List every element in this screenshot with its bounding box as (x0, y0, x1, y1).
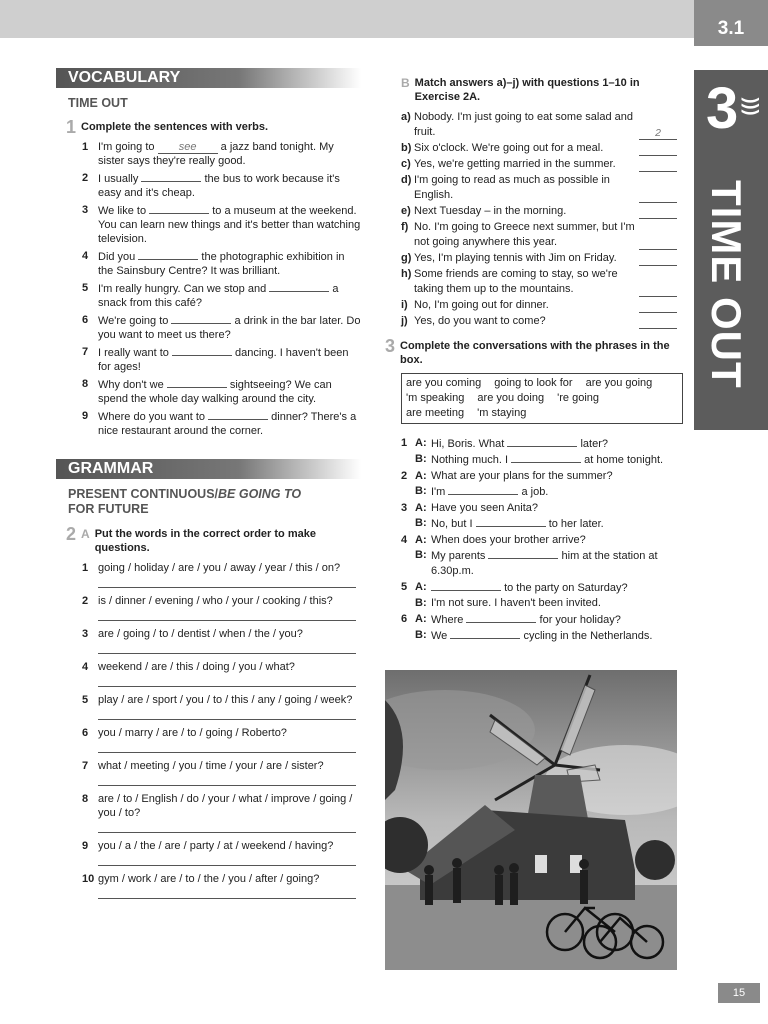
answer-blank[interactable] (448, 484, 518, 495)
item-number: 6 (82, 314, 89, 326)
list-item (401, 141, 677, 156)
answer-blank[interactable] (208, 409, 268, 420)
top-bar (0, 0, 700, 38)
answer-blank[interactable] (507, 436, 577, 447)
conversation-line (401, 516, 677, 532)
subheading-italic: BE GOING TO (218, 487, 302, 501)
phrase: are meeting (406, 407, 465, 419)
list-item (82, 313, 361, 342)
item-row (82, 660, 361, 674)
conversation (401, 501, 677, 532)
answer-blank[interactable] (639, 300, 677, 313)
item-number: 4 (82, 250, 89, 262)
text-before-gap: What are your plans for the summer? (431, 470, 613, 482)
item-number: 10 (82, 873, 95, 885)
item-letter: f) (401, 221, 409, 233)
conversation (401, 612, 677, 644)
item-row (82, 726, 361, 740)
item-row (82, 872, 361, 886)
text-after-gap: a snack from this café? (98, 283, 339, 309)
speaker-label: B: (415, 517, 427, 529)
text-before-gap: I'm going to (98, 141, 155, 153)
text-before-gap: When does your brother arrive? (431, 534, 586, 546)
text-before-gap: I'm (431, 486, 446, 498)
conversation-number (401, 516, 415, 532)
right-column (385, 72, 677, 645)
line-text (431, 596, 677, 611)
conversation-number: 3 (401, 502, 408, 514)
text-before-gap: Have you seen Anita? (431, 502, 539, 514)
phrase: 'm staying (477, 407, 527, 419)
text-before-gap: My parents (431, 550, 486, 562)
answer-line[interactable] (98, 579, 356, 588)
list-item (82, 839, 361, 866)
exercise-number: 1 (66, 117, 77, 137)
item-row (82, 627, 361, 641)
unit-title: TIME OUT (703, 180, 750, 389)
item-number: 8 (82, 378, 89, 390)
item-letter: j) (401, 315, 408, 327)
text-after-gap: to a museum at the weekend. You can learn new things and it's better than watching television. (98, 205, 361, 245)
conversation-number: 5 (401, 581, 408, 593)
item-number: 7 (82, 346, 89, 358)
text-after-gap: sightseeing? We can spend the whole day walking around the city. (98, 379, 332, 405)
conversation-number (401, 548, 415, 579)
item-row (82, 561, 361, 575)
conversation-line (401, 452, 677, 468)
text-before-gap: We're going to (98, 315, 169, 327)
text-before-gap: Where (431, 614, 464, 626)
item-letter: h) (401, 268, 412, 280)
grammar-heading: GRAMMAR (56, 459, 361, 479)
line-text (431, 628, 677, 644)
list-item (82, 693, 361, 720)
speaker-label: A: (415, 470, 427, 482)
list-item (82, 140, 361, 168)
item-letter: i) (401, 299, 408, 311)
answer-line[interactable] (98, 824, 356, 833)
exercise-b-header (401, 76, 677, 104)
conversation-number: 6 (401, 613, 408, 625)
conversation-number (401, 628, 415, 644)
item-text (98, 171, 361, 200)
unit-tab-label: 3.1 (717, 18, 745, 39)
item-text: Six o'clock. We're going out for a meal. (414, 142, 604, 154)
list-item (82, 203, 361, 246)
item-text: Yes, I'm playing tennis with Jim on Friday. (414, 252, 617, 264)
item-text (98, 409, 361, 438)
answer-line[interactable] (98, 777, 356, 786)
answer-blank[interactable] (488, 548, 558, 559)
list-item (401, 314, 677, 329)
text-after-gap: for your holiday? (539, 614, 621, 626)
text-after-gap: a drink in the bar later. Do you want to meet us there? (98, 315, 361, 341)
line-text (431, 516, 677, 532)
speaker-label: B: (415, 549, 427, 561)
conversation-number: 4 (401, 534, 408, 546)
item-number: 2 (82, 172, 89, 184)
answer-blank[interactable] (639, 237, 677, 250)
line-text (431, 452, 677, 468)
exercise-3-header (385, 336, 677, 367)
item-text: I'm going to read as much as possible in English. (414, 174, 610, 201)
list-item (82, 660, 361, 687)
item-row (82, 693, 361, 707)
line-text (431, 501, 677, 516)
item-text: Nobody. I'm just going to eat some salad and fruit. (414, 111, 633, 138)
item-number: 4 (82, 661, 89, 673)
answer-blank[interactable] (639, 159, 677, 172)
item-text: going / holiday / are / you / away / year / this / on? (98, 562, 341, 574)
exercise-instruction: Complete the sentences with verbs. (81, 121, 269, 133)
phrase-box (401, 373, 683, 424)
conversation-line (401, 533, 677, 548)
conversation-line (401, 484, 677, 500)
speaker-label: A: (415, 534, 427, 546)
item-text: No. I'm going to Greece next summer, but I'm not going anywhere this year. (414, 221, 635, 248)
line-text (431, 612, 677, 628)
answer-blank[interactable] (269, 281, 329, 292)
answer-blank[interactable] (141, 171, 201, 182)
answer-blank[interactable] (138, 249, 198, 260)
exercise-instruction: Put the words in the correct order to make questions. (94, 528, 316, 554)
item-number: 2 (82, 595, 89, 607)
conversation (401, 533, 677, 579)
list-item (82, 345, 361, 374)
conversation-line (401, 628, 677, 644)
speaker-label: B: (415, 597, 427, 609)
answer-blank[interactable]: see (158, 141, 218, 154)
item-text (98, 249, 361, 278)
phrase: 're going (557, 392, 600, 404)
item-text: you / a / the / are / party / at / weekend / having? (98, 840, 334, 852)
phrase: are you coming (406, 377, 482, 389)
text-after-gap: dancing. I haven't been for ages! (98, 347, 349, 373)
line-text (431, 548, 677, 579)
item-text: Yes, do you want to come? (414, 315, 546, 327)
item-text (98, 345, 361, 374)
item-number: 9 (82, 410, 89, 422)
line-text (431, 580, 677, 596)
answer-blank[interactable]: 2 (639, 127, 677, 140)
item-number: 9 (82, 840, 89, 852)
item-number: 3 (82, 628, 89, 640)
text-after-gap: him at the station at 6.30p.m. (431, 550, 658, 577)
list-item (401, 298, 677, 313)
text-before-gap: Why don't we (98, 379, 164, 391)
conversation-line (401, 596, 677, 611)
answer-blank[interactable] (450, 628, 520, 639)
speaker-label: B: (415, 629, 427, 641)
item-letter: c) (401, 158, 411, 170)
text-after-gap: at home tonight. (584, 454, 664, 466)
text-after-gap: dinner? There's a nice restaurant around the corner. (98, 411, 357, 437)
item-letter: e) (401, 205, 411, 217)
text-before-gap: I'm really hungry. Can we stop and (98, 283, 267, 295)
item-letter: a) (401, 111, 411, 123)
item-text: Some friends are coming to stay, so we're taking them up to the mountains. (414, 268, 618, 295)
list-item (82, 627, 361, 654)
item-text (98, 140, 361, 168)
item-text: Yes, we're getting married in the summer. (414, 158, 616, 170)
list-item (82, 561, 361, 588)
item-text: weekend / are / this / doing / you / what? (98, 661, 295, 673)
conversation-list (385, 436, 677, 644)
speaker-label: B: (415, 485, 427, 497)
text-before-gap: No, but I (431, 518, 473, 530)
item-text: play / are / sport / you / to / this / any / going / week? (98, 694, 353, 706)
item-letter: g) (401, 252, 412, 264)
list-item (401, 204, 677, 219)
phrase: 'm speaking (406, 392, 465, 404)
text-before-gap: I really want to (98, 347, 169, 359)
list-item (401, 157, 677, 172)
subheading-tail: FOR FUTURE (68, 502, 149, 516)
conversation-line (401, 436, 677, 452)
answer-blank[interactable] (639, 253, 677, 266)
answer-blank[interactable] (476, 516, 546, 527)
unit-tab (694, 0, 768, 46)
answer-line[interactable] (98, 678, 356, 687)
exercise-instruction: Complete the conversations with the phrases in the box. (400, 340, 670, 366)
answer-blank[interactable] (639, 316, 677, 329)
conversation-line (401, 548, 677, 579)
conversation-number (401, 596, 415, 611)
answer-blank[interactable] (639, 206, 677, 219)
conversation-number: 1 (401, 437, 408, 449)
answer-line[interactable] (98, 711, 356, 720)
exercise-1-header (66, 117, 361, 137)
item-row (82, 839, 361, 853)
conversation-number: 2 (401, 470, 408, 482)
text-before-gap: We (431, 630, 448, 642)
list-item (401, 251, 677, 266)
exercise-number: 3 (385, 336, 396, 356)
list-item (82, 171, 361, 200)
list-item (82, 792, 361, 833)
line-text (431, 533, 677, 548)
grammar-subheading (68, 487, 361, 517)
vocabulary-heading: VOCABULARY (56, 68, 361, 88)
answer-blank[interactable] (466, 612, 536, 623)
list-item (401, 267, 677, 297)
item-text (98, 377, 361, 406)
exercise-letter: B (401, 76, 410, 90)
line-text (431, 484, 677, 500)
left-column (56, 68, 361, 905)
conversation (401, 469, 677, 500)
item-text: Next Tuesday – in the morning. (414, 205, 567, 217)
item-text: what / meeting / you / time / your / are / sister? (98, 760, 324, 772)
answer-line[interactable] (98, 857, 356, 866)
answer-blank[interactable] (639, 284, 677, 297)
windmill-photo (385, 670, 677, 970)
item-number: 3 (82, 204, 89, 216)
item-letter: d) (401, 174, 412, 186)
phrase: are you doing (477, 392, 545, 404)
item-row (82, 792, 361, 820)
speaker-label: B: (415, 453, 427, 465)
item-number: 1 (82, 562, 89, 574)
exercise-instruction: Match answers a)–j) with questions 1–10 in Exercise 2A. (414, 77, 640, 103)
exercise-number: 2 (66, 524, 77, 544)
conversation (401, 436, 677, 468)
text-after-gap: to the party on Saturday? (504, 582, 628, 594)
exercise-2a-list (56, 561, 361, 899)
phrase: are you going (585, 377, 653, 389)
text-after-gap: cycling in the Netherlands. (523, 630, 653, 642)
text-before-gap: I usually (98, 173, 139, 185)
exercise-1-list (56, 140, 361, 438)
list-item (82, 759, 361, 786)
page-number (718, 983, 760, 1003)
conversation-number (401, 452, 415, 468)
exercise-b-list (385, 110, 677, 329)
item-text: No, I'm going out for dinner. (414, 299, 549, 311)
side-band (694, 70, 768, 430)
list-item (401, 110, 677, 140)
list-item (401, 220, 677, 250)
speaker-label: A: (415, 581, 427, 593)
item-text: are / to / English / do / your / what / improve / going / you / to? (98, 793, 353, 819)
page-number-label: 15 (732, 987, 746, 999)
list-item (82, 409, 361, 438)
list-item (82, 249, 361, 278)
text-after-gap: the photographic exhibition in the Sainsbury Centre? It was brilliant. (98, 251, 345, 277)
exercise-2a-header (66, 524, 361, 555)
item-text (98, 313, 361, 342)
item-number: 7 (82, 760, 89, 772)
item-row (82, 594, 361, 608)
list-item (82, 594, 361, 621)
item-text: you / marry / are / to / going / Roberto? (98, 727, 287, 739)
answer-line[interactable] (98, 645, 356, 654)
answer-blank[interactable] (167, 377, 227, 388)
answer-line[interactable] (98, 612, 356, 621)
conversation-number (401, 484, 415, 500)
answer-blank[interactable] (171, 313, 231, 324)
conversation-line (401, 612, 677, 628)
answer-blank[interactable] (431, 580, 501, 591)
item-text (98, 203, 361, 246)
vocabulary-subheading: TIME OUT (68, 96, 128, 110)
speaker-label: A: (415, 502, 427, 514)
speaker-label: A: (415, 613, 427, 625)
answer-blank[interactable] (639, 190, 677, 203)
sound-waves-icon: ))) (741, 97, 762, 116)
list-item (82, 872, 361, 899)
item-number: 1 (82, 141, 89, 153)
text-after-gap: later? (580, 438, 609, 450)
item-text: is / dinner / evening / who / your / cooking / this? (98, 595, 333, 607)
subheading-part: PRESENT CONTINUOUS/ (68, 487, 219, 501)
text-after-gap: the bus to work because it's easy and it's cheap. (98, 173, 340, 199)
windmill-illustration (385, 670, 677, 970)
answer-blank[interactable] (172, 345, 232, 356)
item-number: 6 (82, 727, 89, 739)
text-after-gap: a jazz band tonight. My sister says they're really good. (98, 141, 334, 167)
answer-line[interactable] (98, 890, 356, 899)
answer-blank[interactable] (511, 452, 581, 463)
item-letter: b) (401, 142, 412, 154)
item-number: 5 (82, 694, 89, 706)
text-before-gap: We like to (98, 205, 147, 217)
line-text (431, 436, 677, 452)
unit-number: 3 (706, 76, 739, 141)
text-before-gap: Hi, Boris. What (431, 438, 505, 450)
text-before-gap: Where do you want to (98, 411, 206, 423)
answer-blank[interactable] (149, 203, 209, 214)
text-before-gap: Nothing much. I (431, 454, 509, 466)
text-before-gap: I'm not sure. I haven't been invited. (431, 597, 601, 609)
item-text: gym / work / are / to / the / you / after / going? (98, 873, 320, 885)
list-item (82, 377, 361, 406)
exercise-letter: A (81, 527, 90, 541)
phrase: going to look for (494, 377, 573, 389)
conversation-line (401, 469, 677, 484)
answer-line[interactable] (98, 744, 356, 753)
conversation (401, 580, 677, 611)
line-text (431, 469, 677, 484)
list-item (82, 726, 361, 753)
list-item (82, 281, 361, 310)
item-number: 8 (82, 793, 89, 805)
item-number: 5 (82, 282, 89, 294)
text-after-gap: a job. (521, 486, 549, 498)
answer-blank[interactable] (639, 143, 677, 156)
text-before-gap: Did you (98, 251, 136, 263)
item-row (82, 759, 361, 773)
conversation-line (401, 580, 677, 596)
conversation-line (401, 501, 677, 516)
item-text: are / going / to / dentist / when / the / you? (98, 628, 303, 640)
list-item (401, 173, 677, 203)
item-text (98, 281, 361, 310)
speaker-label: A: (415, 437, 427, 449)
text-after-gap: to her later. (548, 518, 604, 530)
